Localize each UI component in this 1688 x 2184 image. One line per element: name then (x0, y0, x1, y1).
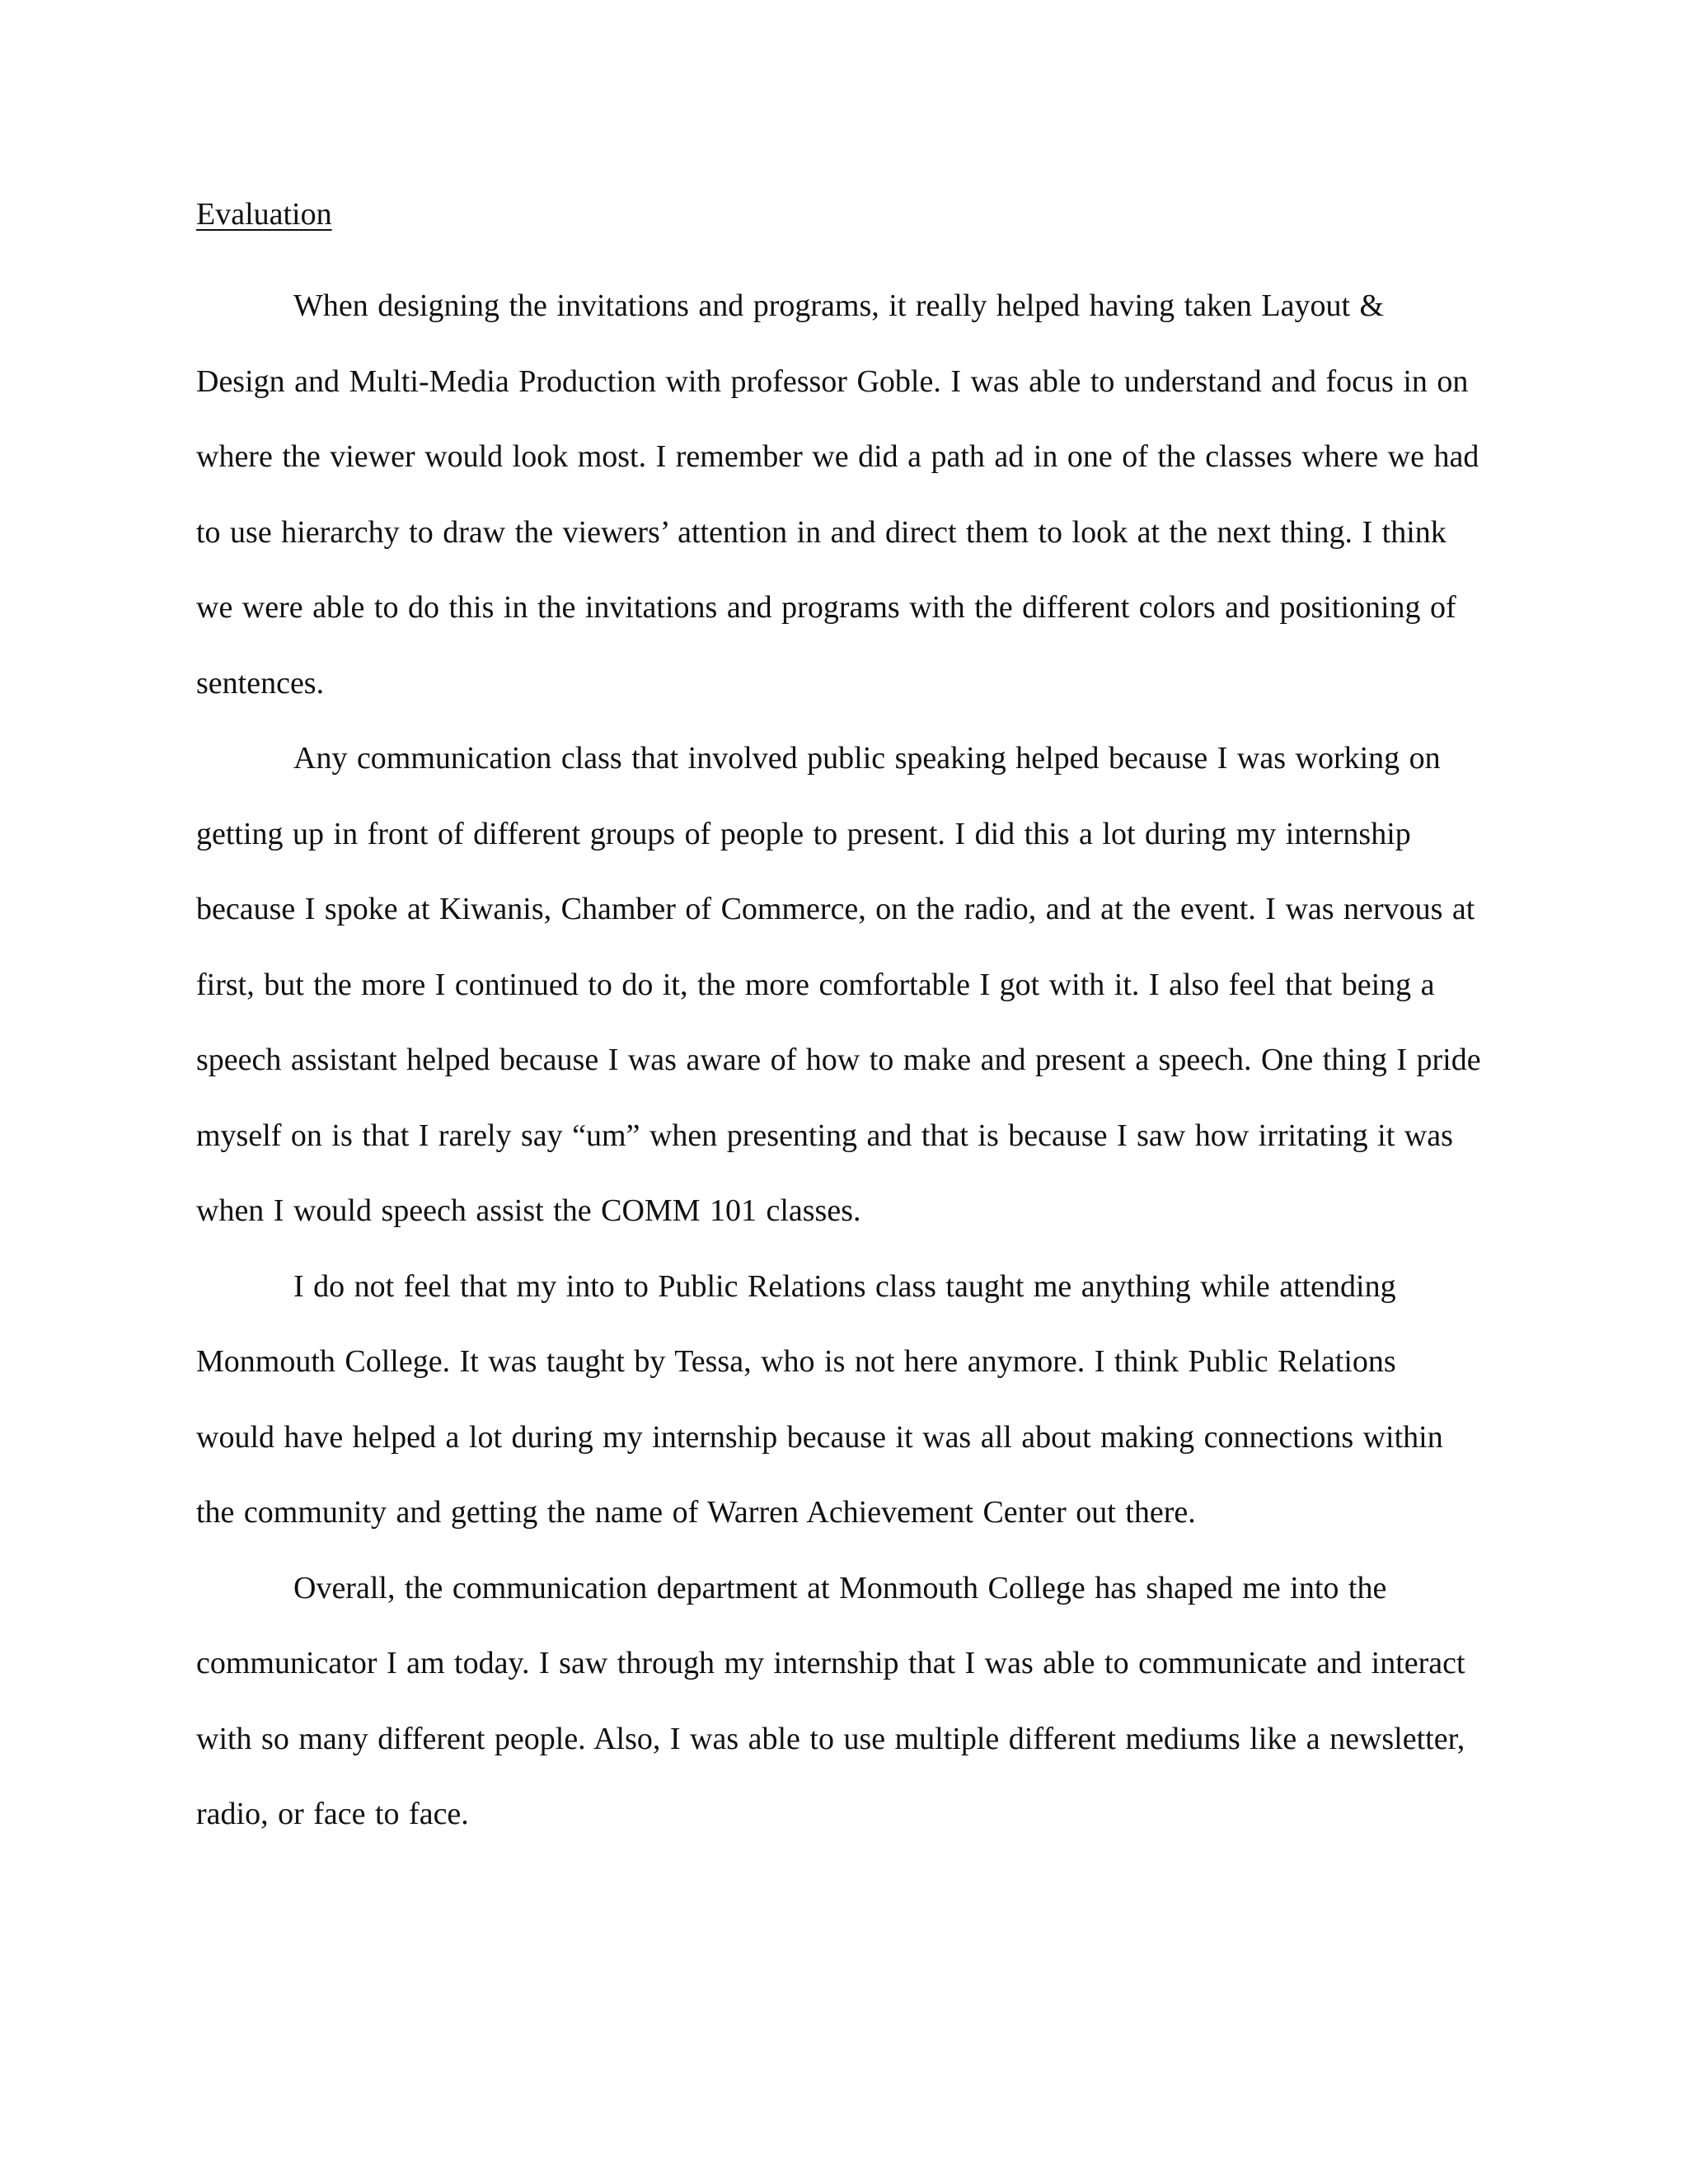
paragraph-overall: Overall, the communication department at Monmouth College has shaped me into the communicator I am today. I saw through my internship that I was able to communicate and interact with so many different people. Also, I was able to use multiple different mediums like a newsletter, radio, or face to face. (196, 1570, 1465, 1831)
paragraph-public-speaking: Any communication class that involved public speaking helped because I was working on getting up in front of different groups of people to present. I did this a lot during my internship because I spoke at Kiwanis, Chamber of Commerce, on the radio, and at the event. I was nervous at first, but the more I continued to do it, the more comfortable I got with it. I also feel that being a speech assistant helped because I was aware of how to make and present a speech. One thing I pride myself on is that I rarely say “um” when presenting and that is because I saw how irritating it was when I would speech assist the COMM 101 classes. (196, 741, 1481, 1228)
paragraph-public-relations: I do not feel that my into to Public Relations class taught me anything while attending Monmouth College. It was taught by Tessa, who is not here anymore. I think Public Relations would have helped a lot during my internship because it was all about making connections within the community and getting the name of Warren Achievement Center out there. (196, 1268, 1443, 1530)
page-title: Evaluation (196, 197, 332, 232)
paragraph-design: When designing the invitations and programs, it really helped having taken Layout & Design and Multi-Media Production with professor Goble. I was able to understand and focus in on where the viewer would look most. I remember we did a path ad in one of the classes where we had to use hierarchy to draw the viewers’ attention in and direct them to look at the next thing. I think we were able to do this in the invitations and programs with the different colors and positioning of sentences. (196, 288, 1479, 701)
document-body (196, 269, 1482, 1853)
